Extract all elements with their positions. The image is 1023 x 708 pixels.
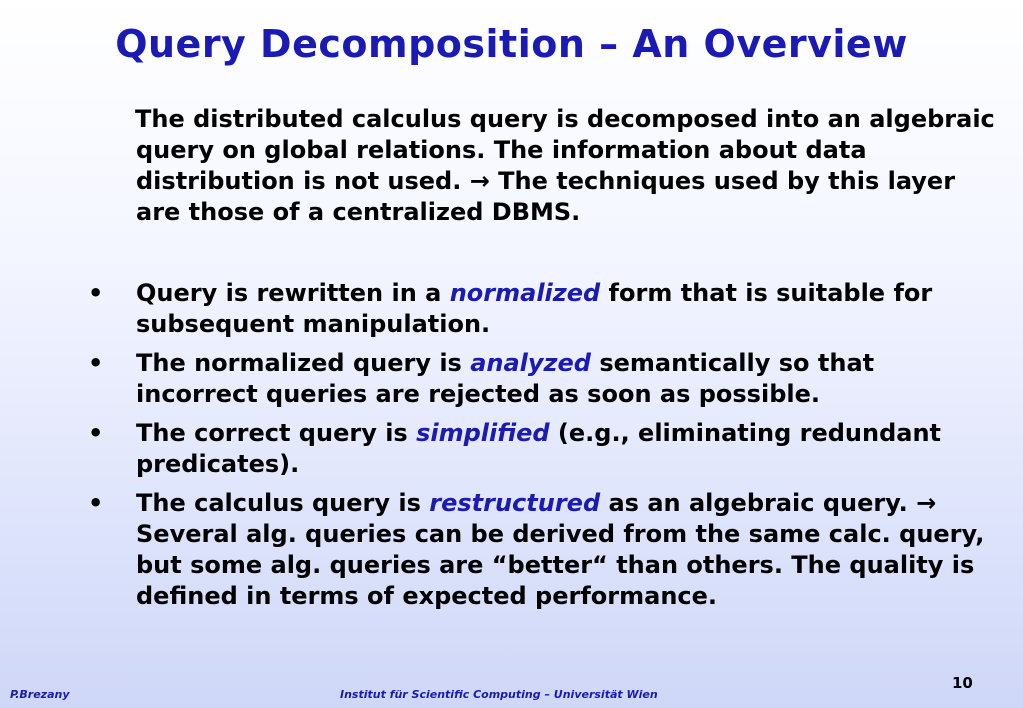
- bullet-text-before: The correct query is: [136, 419, 417, 447]
- bullet-dot-icon: •: [88, 279, 104, 307]
- bullet-text-after: form that is suitable for subsequent manipulation.: [136, 279, 933, 338]
- bullet-text-before: Query is rewritten in a: [136, 279, 450, 307]
- bullet-list: [88, 278, 988, 620]
- bullet-keyword: analyzed: [470, 349, 591, 377]
- bullet-item-normalized: [88, 278, 988, 340]
- bullet-text-after: (e.g., eliminating redundant predicates).: [136, 419, 942, 478]
- page-number: 10: [952, 674, 973, 692]
- bullet-item-analyzed: [88, 348, 988, 410]
- slide-title: Query Decomposition – An Overview: [115, 22, 908, 66]
- bullet-item-simplified: [88, 418, 988, 480]
- bullet-item-restructured: [88, 488, 988, 612]
- bullet-dot-icon: •: [88, 349, 104, 377]
- intro-paragraph: The distributed calculus query is decomposed into an algebraic query on global relations. The information about data distribution is not used. → The techniques used by this layer are those of a centralized DBMS.: [135, 105, 995, 226]
- bullet-dot-icon: •: [88, 489, 104, 517]
- bullet-text-before: The calculus query is: [136, 489, 430, 517]
- bullet-keyword: normalized: [449, 279, 601, 307]
- bullet-keyword: simplified: [416, 419, 550, 447]
- bullet-text-after: as an algebraic query. → Several alg. queries can be derived from the same calc. query, but some alg. queries are “better“ than others. The quality is defined in terms of expected performance.: [136, 489, 985, 610]
- bullet-keyword: restructured: [429, 489, 601, 517]
- footer-author: P.Brezany: [10, 688, 70, 701]
- bullet-text-before: The normalized query is: [136, 349, 471, 377]
- bullet-text-after: semantically so that incorrect queries are rejected as soon as possible.: [136, 349, 875, 408]
- bullet-dot-icon: •: [88, 419, 104, 447]
- footer-institute: Institut für Scientific Computing – Universität Wien: [340, 688, 658, 701]
